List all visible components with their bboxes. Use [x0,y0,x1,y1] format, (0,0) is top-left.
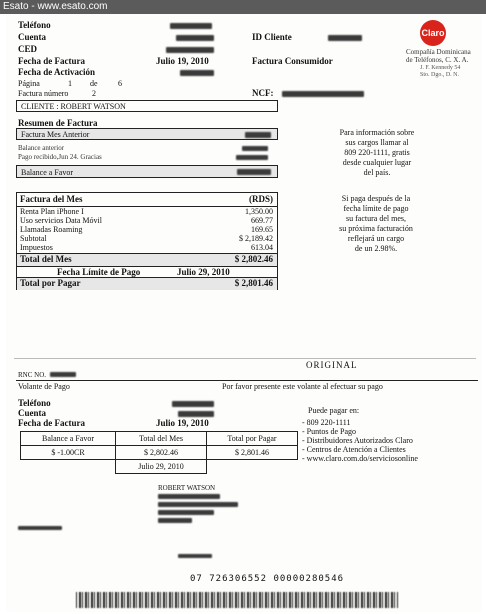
volante-cuenta-value [178,411,214,417]
item-value: 669.77 [251,216,273,225]
total-mes-row [17,253,277,267]
volante-fecha-value: Julio 19, 2010 [156,418,209,428]
payment-table [20,431,298,474]
factura-numero-value: 2 [92,89,96,98]
volante-cuenta-label: Cuenta [18,408,47,418]
pay-option: - www.claro.com.do/serviciosonline [302,454,418,463]
volante-label: Volante de Pago [18,382,70,391]
factura-mes-anterior-value [245,132,271,138]
volante-line [16,380,478,381]
table-header: Total del Mes [116,432,207,446]
total-mes-value: $ 2,802.46 [234,254,273,264]
claro-logo: Claro [420,20,446,46]
item-label: Renta Plan iPhone I [20,207,84,216]
ncf-label: NCF: [252,88,274,98]
balance-favor-label: Balance a Favor [21,168,73,177]
watermark-bar: Esato - www.esato.com [0,0,486,14]
table-header: Total por Pagar [207,432,298,446]
fecha-limite-label: Fecha Límite de Pago [57,267,141,277]
fecha-activacion-label: Fecha de Activación [18,67,95,77]
pagina-de: de [90,79,98,88]
pay-option: - Puntos de Pago [302,427,356,436]
fecha-factura-value: Julio 19, 2010 [156,56,209,66]
total-mes-label: Total del Mes [20,254,72,264]
address-line1: J. F. Kennedy 54 [420,65,461,71]
cliente-bar [16,100,278,112]
table-empty-cell [207,460,298,474]
id-cliente-label: ID Cliente [252,32,292,42]
favor-text: Por favor presente este volante al efectuar su pago [222,382,383,391]
pagina-total: 6 [118,79,122,88]
telefono-label: Teléfono [18,20,51,30]
total-pagar-value: $ 2,801.46 [234,278,273,288]
balance-anterior-value [242,146,268,151]
rnc-label: RNC NO. [18,371,47,379]
telefono-value [170,23,212,29]
table-cell: $ -1.00CR [21,446,116,460]
factura-consumidor-label: Factura Consumidor [252,56,333,66]
barcode [76,592,398,608]
total-pagar-label: Total por Pagar [20,278,81,288]
balance-anterior-label: Balance anterior [18,144,65,152]
barcode-id [178,554,212,558]
table-cell: $ 2,802.46 [116,446,207,460]
impuestos-value: 613.04 [251,243,273,252]
id-cliente-value [328,35,362,41]
pago-recibido-value [236,155,268,160]
pay-option: - 809 220-1111 [302,418,351,427]
subtotal-label: Subtotal [20,234,47,243]
factura-mes-anterior-label: Factura Mes Anterior [21,130,90,139]
ced-label: CED [18,44,38,54]
subtotal-value: $ 2,189.42 [239,234,273,243]
resumen-title: Resumen de Factura [18,118,98,128]
balance-favor-value [237,169,271,175]
factura-numero-label: Factura número [18,89,69,98]
factura-mes-box [16,192,278,290]
ncf-value [282,91,364,97]
invoice-page [6,14,482,612]
company-line1: Compañía Dominicana [406,48,471,56]
factura-mes-title: Factura del Mes [20,194,83,204]
barcode-number: 07 726306552 00000280546 [190,574,345,584]
pagina-number: 1 [68,79,72,88]
factura-mes-header [17,194,277,207]
late-payment-text: Si paga después de la fecha límite de pago su factura del mes, su próxima facturación reflejará un cargo de un 2.98%. [339,194,413,253]
fecha-factura-label: Fecha de Factura [18,56,85,66]
impuestos-label: Impuestos [20,243,53,252]
item-value: 1,350.00 [245,207,273,216]
volante-telefono-value [172,401,214,407]
mailing-address [158,484,238,523]
original-label: ORIGINAL [306,360,358,370]
volante-fecha-label: Fecha de Factura [18,418,85,428]
fecha-limite-value: Julio 29, 2010 [177,267,230,277]
table-cell: $ 2,801.46 [207,446,298,460]
puede-pagar-label: Puede pagar en: [308,406,360,415]
company-line2: de Teléfonos, C. X. A. [406,56,469,64]
pay-option: - Distribuidores Autorizados Claro [302,436,413,445]
item-label: Llamadas Roaming [20,225,83,234]
rnc-value [50,372,76,377]
table-header: Balance a Favor [21,432,116,446]
address-line [158,502,238,507]
pay-option: - Centros de Atención a Clientes [302,445,406,454]
cliente-label: CLIENTE : ROBERT WATSON [21,102,126,111]
address-line [158,518,192,523]
footer-code [18,526,62,530]
tear-line [14,358,476,359]
info-text: Para información sobre sus cargos llamar al 809 220-1111, gratis desde cualquier lugar del país. [339,128,415,177]
table-date-cell: Julio 29, 2010 [116,460,207,474]
factura-mes-anterior-row [16,128,278,140]
volante-telefono-label: Teléfono [18,398,51,408]
item-label: Uso servicios Data Móvil [20,216,102,225]
total-pagar-row [17,277,277,290]
address-name: ROBERT WATSON [158,484,216,492]
address-line [158,510,214,515]
fecha-activacion-value [180,70,214,76]
item-value: 169.65 [251,225,273,234]
ced-value [166,47,214,53]
currency-label: (RDS) [249,194,273,204]
cuenta-value [176,35,214,41]
pago-recibido-label: Pago recibido,Jun 24. Gracias [18,153,102,161]
table-empty-cell [21,460,116,474]
address-line [158,494,220,499]
cuenta-label: Cuenta [18,32,47,42]
balance-favor-row [16,165,278,178]
address-line2: Sto. Dgo., D. N. [420,72,460,78]
pagina-label: Página [18,79,40,88]
